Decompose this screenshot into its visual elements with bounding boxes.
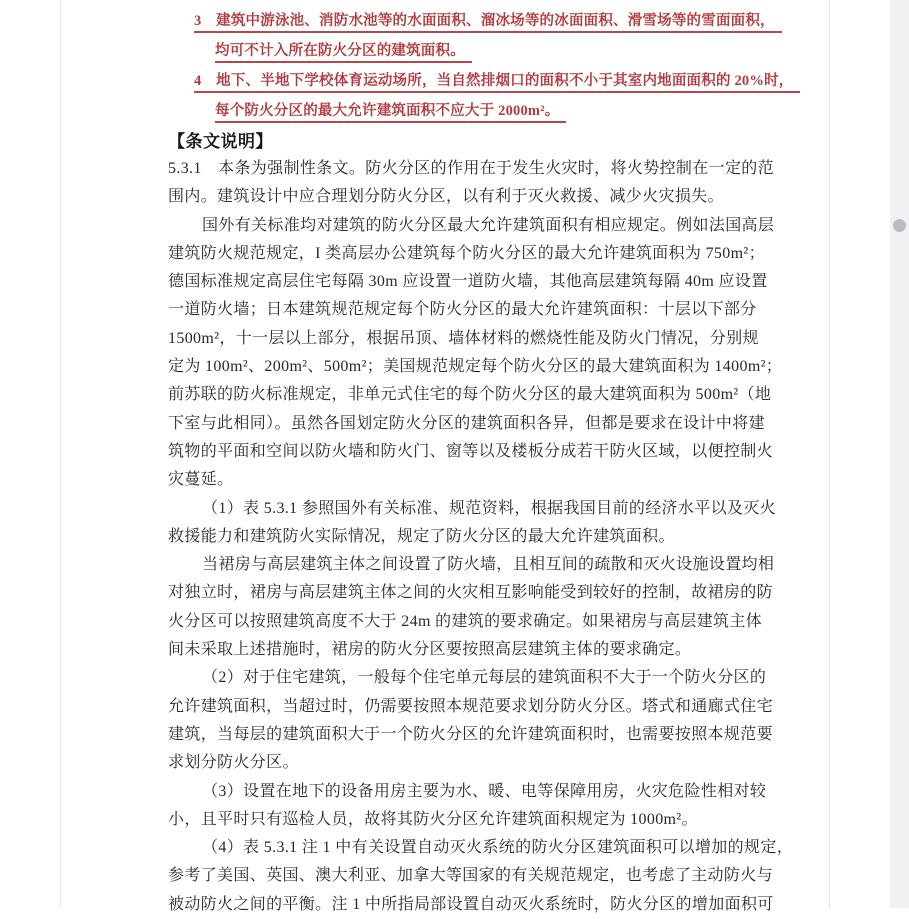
revision-line-item3-cont — [215, 36, 776, 66]
body-text-line: 围内。建筑设计中应合理划分防火分区，以有利于灭火救援、减少火灾损失。 — [168, 188, 724, 206]
body-text-line: 5.3.1 本条为强制性条文。防火分区的作用在于发生火灾时，将火势控制在一定的范 — [168, 160, 775, 177]
body-text-line: 求划分防火分区。 — [168, 754, 299, 772]
revision-line-item3 — [194, 6, 776, 36]
body-text-line: 德国标准规定高层住宅每隔 30m 应设置一道防火墙，其他高层建筑每隔 40m 应设置 — [168, 273, 768, 291]
body-text-line: 下室与此相同）。虽然各国划定防火分区的建筑面积各异，但都是要求在设计中将建 — [168, 414, 765, 432]
explanation-section-header: 【条文说明】 — [168, 132, 273, 151]
body-text-line: 一道防火墙；日本建筑规范规定每个防火分区的最大允许建筑面积：十层以下部分 — [168, 301, 757, 319]
body-text-line: （2）对于住宅建筑，一般每个住宅单元每层的建筑面积不大于一个防火分区的 — [202, 669, 767, 687]
body-text-line: 前苏联的防火标准规定，非单元式住宅的每个防火分区的最大建筑面积为 500m²（地 — [168, 386, 772, 404]
revision-text: 均可不计入所在防火分区的建筑面积。 — [215, 43, 472, 63]
body-text-line: （1）表 5.3.1 参照国外有关标准、规范资料，根据我国目前的经济水平以及灭火 — [202, 499, 777, 517]
body-text-line: 被动防火之间的平衡。注 1 中所指局部设置自动灭火系统时，防火分区的增加面积可 — [168, 895, 774, 913]
revision-list — [168, 6, 794, 126]
body-text-line: 参考了美国、英国、澳大利亚、加拿大等国家的有关规范规定，也考虑了主动防火与 — [168, 867, 773, 885]
body-text-line: 救援能力和建筑防火实际情况，规定了防火分区的最大允许建筑面积。 — [168, 527, 675, 545]
scrollbar-thumb[interactable] — [893, 219, 906, 232]
body-text-line: 国外有关标准均对建筑的防火分区最大允许建筑面积有相应规定。例如法国高层 — [202, 216, 775, 234]
body-text-line: 火分区可以按照建筑高度不大于 24m 的建筑的要求确定。如果裙房与高层建筑主体 — [168, 612, 763, 630]
revision-line-item4 — [194, 66, 794, 96]
explanation-body — [168, 155, 794, 919]
body-text-line: 筑物的平面和空间以防火墙和防火门、窗等以及楼板分成若干防火区域，以便控制火 — [168, 442, 773, 460]
revision-text: 3 建筑中游泳池、消防水池等的水面面积、溜冰场等的冰面面积、滑雪场等的雪面面积， — [194, 13, 782, 33]
body-text-line: 1500m²，十一层以上部分，根据吊顶、墙体材料的燃烧性能及防火门情况，分别规 — [168, 329, 759, 347]
revision-text: 每个防火分区的最大允许建筑面积不应大于 2000m²。 — [215, 103, 566, 123]
body-text-line: 建筑，当每层的建筑面积大于一个防火分区的允许建筑面积时，也需要按照本规范要 — [168, 725, 773, 743]
body-text-line: 建筑防火规范规定，I 类高层办公建筑每个防火分区的最大允许建筑面积为 750m²； — [168, 244, 765, 262]
document-content — [168, 6, 794, 919]
document-page — [60, 0, 830, 913]
body-text-line: 允许建筑面积，当超过时，仍需要按照本规范要求划分防火分区。塔式和通廊式住宅 — [168, 697, 773, 715]
revision-line-item4-cont — [215, 96, 776, 126]
body-text-line: 对独立时，裙房与高层建筑主体之间的火灾相互影响能受到较好的控制，故裙房的防 — [168, 584, 773, 602]
body-text-line: 小，且平时只有巡检人员，故将其防火分区允许建筑面积规定为 1000m²。 — [168, 810, 698, 828]
body-text-line: 灾蔓延。 — [168, 471, 234, 489]
body-text-line: （3）设置在地下的设备用房主要为水、暖、电等保障用房，火灾危险性相对较 — [202, 782, 767, 800]
revision-text: 4 地下、半地下学校体育运动场所，当自然排烟口的面积不小于其室内地面面积的 20%时， — [194, 73, 800, 93]
body-text-line: （4）表 5.3.1 注 1 中有关设置自动灭火系统的防火分区建筑面积可以增加的规定， — [202, 839, 794, 857]
body-text-line: 定为 100m²、200m²、500m²；美国规范规定每个防火分区的最大建筑面积为 1400m²； — [168, 358, 783, 376]
scrollbar-track[interactable] — [890, 0, 909, 908]
body-text-line: 当裙房与高层建筑主体之间设置了防火墙，且相互间的疏散和灭火设施设置均相 — [202, 556, 775, 574]
body-text-line: 间未采取上述措施时，裙房的防火分区要按照高层建筑主体的要求确定。 — [168, 641, 692, 659]
